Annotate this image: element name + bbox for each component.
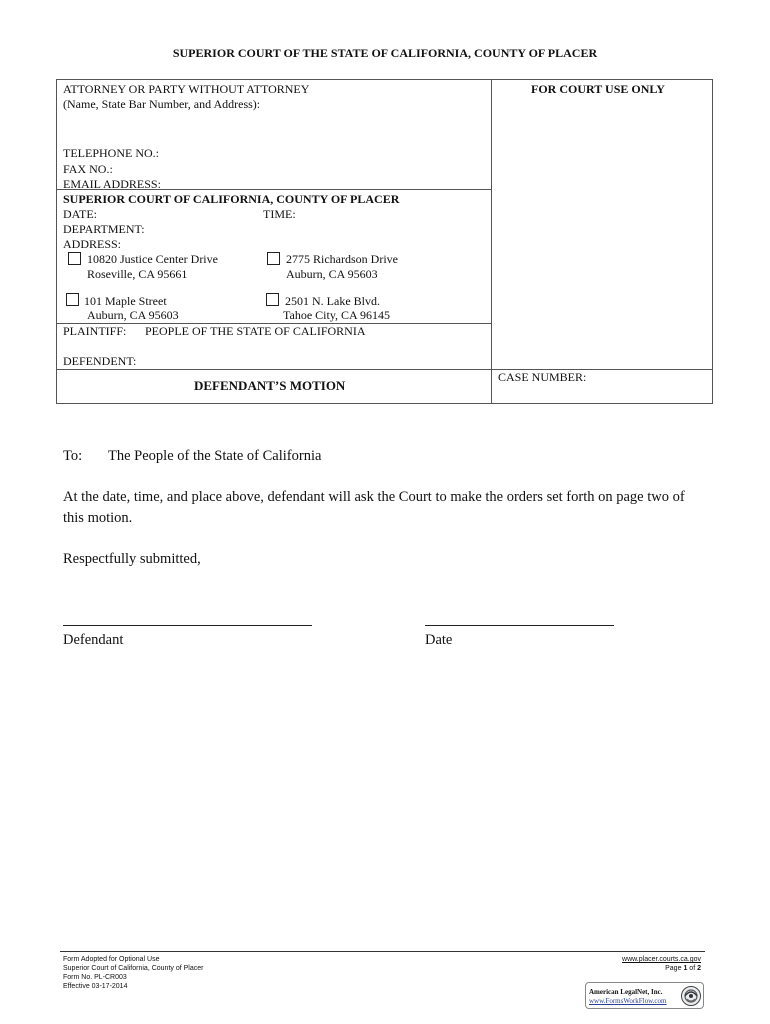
plaintiff-value: PEOPLE OF THE STATE OF CALIFORNIA: [145, 324, 366, 338]
date-label: DATE:: [63, 207, 97, 221]
date-signature-line[interactable]: [425, 625, 614, 626]
attorney-label: ATTORNEY OR PARTY WITHOUT ATTORNEY: [63, 82, 310, 96]
footer-line-court: Superior Court of California, County of Placer: [63, 965, 204, 972]
page-number: 1: [683, 965, 688, 972]
address-roseville-line1: 10820 Justice Center Drive: [87, 252, 218, 266]
email-label: EMAIL ADDRESS:: [63, 177, 161, 191]
address-label: ADDRESS:: [63, 237, 122, 251]
caption-divider: [491, 80, 492, 404]
case-number-label: CASE NUMBER:: [498, 370, 587, 384]
address-checkbox-tahoe[interactable]: [266, 293, 279, 306]
defendant-signature-label: Defendant: [63, 632, 124, 648]
page-prefix: Page: [665, 965, 682, 972]
address-richardson-line2: Auburn, CA 95603: [286, 267, 378, 281]
footer-website-link[interactable]: www.placer.courts.ca.gov: [622, 956, 701, 963]
date-signature-label: Date: [425, 632, 453, 648]
publisher-site-link[interactable]: www.FormsWorkFlow.com: [589, 997, 667, 1005]
time-label: TIME:: [263, 207, 296, 221]
address-maple-line2: Auburn, CA 95603: [87, 308, 179, 322]
fax-label: FAX NO.:: [63, 162, 113, 176]
footer-page-info: [665, 964, 701, 973]
footer-line-adopted: Form Adopted for Optional Use: [63, 956, 160, 963]
address-roseville-line2: Roseville, CA 95661: [87, 267, 188, 281]
court-title: SUPERIOR COURT OF THE STATE OF CALIFORNIA, COUNTY OF PLACER: [172, 46, 598, 60]
court-use-label: FOR COURT USE ONLY: [531, 82, 665, 96]
plaintiff-label: PLAINTIFF:: [63, 324, 127, 338]
footer-rule: [60, 951, 705, 952]
address-maple-line1: 101 Maple Street: [84, 294, 167, 308]
to-label: To:: [63, 448, 83, 464]
address-richardson-line1: 2775 Richardson Drive: [286, 252, 398, 266]
address-checkbox-maple[interactable]: [66, 293, 79, 306]
footer-line-form-no: Form No. PL-CR003: [63, 974, 127, 981]
address-checkbox-richardson[interactable]: [267, 252, 280, 265]
publisher-badge: [585, 982, 704, 1009]
court-name: SUPERIOR COURT OF CALIFORNIA, COUNTY OF PLACER: [63, 192, 400, 206]
closing-text: Respectfully submitted,: [63, 551, 201, 567]
department-label: DEPARTMENT:: [63, 222, 145, 236]
footer-line-effective: Effective 03-17-2014: [63, 983, 128, 990]
to-value: The People of the State of California: [108, 448, 322, 464]
motion-title: DEFENDANT’S MOTION: [194, 378, 346, 393]
defendant-signature-line[interactable]: [63, 625, 312, 626]
telephone-label: TELEPHONE NO.:: [63, 146, 159, 160]
attorney-sub-label: (Name, State Bar Number, and Address):: [63, 97, 261, 111]
publisher-globe-icon: [680, 985, 702, 1007]
address-tahoe-line1: 2501 N. Lake Blvd.: [285, 294, 380, 308]
title-section-rule: [57, 369, 713, 370]
publisher-name: American LegalNet, Inc.: [589, 988, 663, 996]
motion-paragraph: At the date, time, and place above, defendant will ask the Court to make the orders set forth on page two of this motion.: [63, 489, 685, 526]
page-total: 2: [697, 965, 701, 972]
address-checkbox-roseville[interactable]: [68, 252, 81, 265]
page-of: of: [689, 965, 696, 972]
defendent-label: DEFENDENT:: [63, 354, 137, 368]
address-tahoe-line2: Tahoe City, CA 96145: [283, 308, 391, 322]
caption-box: [56, 79, 713, 404]
